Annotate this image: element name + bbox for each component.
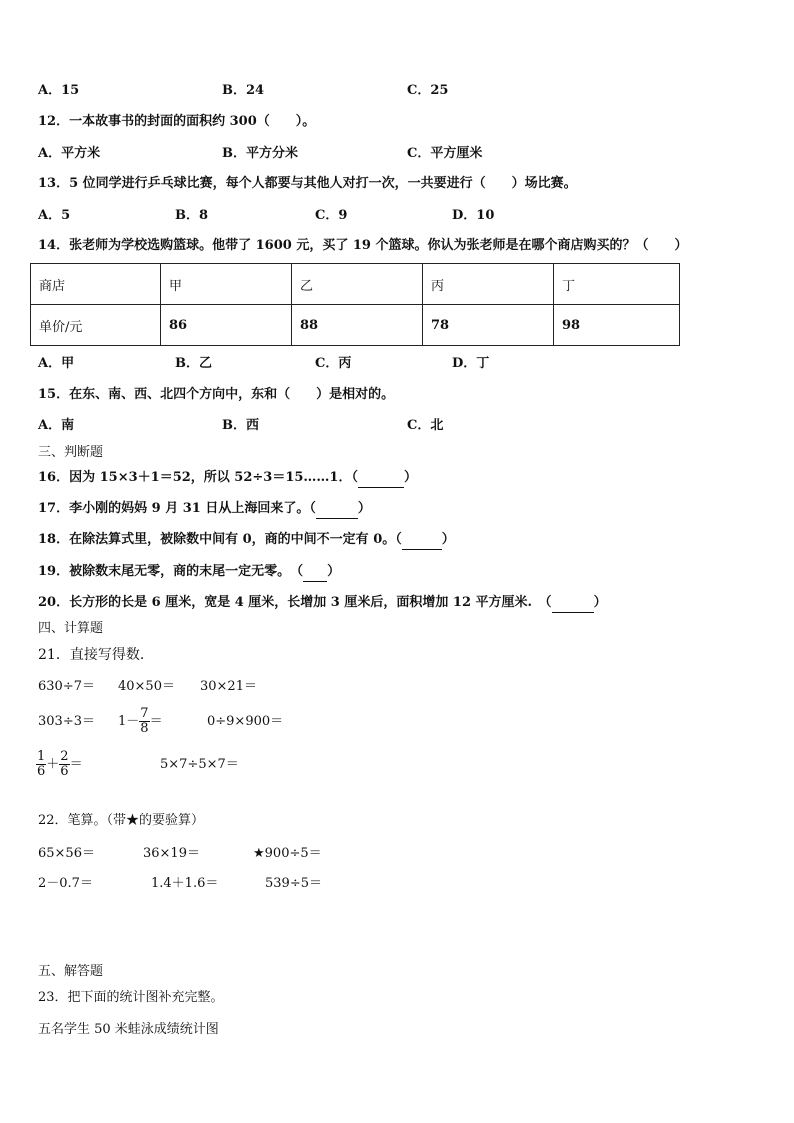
- q22-title: 22．笔算。（带★的要验算）: [38, 813, 205, 828]
- q13-stem: 13．5 位同学进行乒乓球比赛，每个人都要与其他人对打一次，一共要进行（ ）场比赛。: [38, 176, 577, 191]
- q14-option-a: A．甲: [38, 356, 75, 371]
- section-heading: 三、判断题: [38, 445, 104, 460]
- q15-stem: 15．在东、南、西、北四个方向中，东和（ ）是相对的。: [38, 387, 395, 402]
- calc-item: 36×19＝: [143, 846, 200, 861]
- answer-blank: [552, 594, 594, 613]
- close-paren: ）: [403, 470, 417, 485]
- section-heading: 五、解答题: [38, 964, 104, 979]
- fraction-denominator: 6: [60, 764, 69, 779]
- q14-stem: 14．张老师为学校选购篮球。他带了 1600 元，买了 19 个篮球。你认为张老师是在哪个商店购买的？（ ）: [38, 238, 688, 253]
- q16-text: 16．因为 15×3＋1＝52，所以 52÷3＝15……1．（: [38, 470, 358, 485]
- fraction: [139, 707, 149, 736]
- table-cell: 甲: [161, 264, 292, 305]
- close-paren: ）: [357, 501, 371, 516]
- calc-item: 1.4＋1.6＝: [151, 876, 219, 891]
- section-heading: 四、计算题: [38, 621, 104, 636]
- close-paren: ）: [441, 532, 455, 547]
- fraction: [59, 750, 69, 779]
- q11-option-b: B．24: [222, 83, 265, 98]
- answer-blank: [402, 531, 442, 550]
- q15-option-a: A．南: [38, 418, 75, 433]
- calc-prefix: 1－: [118, 714, 140, 729]
- q17-text: 17．李小刚的妈妈 9 月 31 日从上海回来了。（: [38, 501, 316, 516]
- q14-option-b: B．乙: [175, 356, 212, 371]
- plus-sign: ＋: [46, 757, 60, 772]
- q18: [38, 531, 455, 550]
- q13-option-c: C．9: [315, 208, 348, 223]
- q12-option-b: B．平方分米: [222, 146, 298, 161]
- fraction: [36, 750, 46, 779]
- q23-stem: 23．把下面的统计图补充完整。: [38, 990, 224, 1005]
- q13-option-b: B．8: [175, 208, 209, 223]
- q19: [38, 563, 340, 582]
- q11-option-c: C．25: [407, 83, 449, 98]
- table-cell: 88: [292, 305, 423, 346]
- calc-item: ★900÷5＝: [253, 846, 322, 861]
- answer-blank: [316, 500, 358, 519]
- calc-item-fraction-sum: [36, 745, 83, 785]
- answer-blank: [303, 563, 327, 582]
- q18-text: 18．在除法算式里，被除数中间有 0，商的中间不一定有 0。（: [38, 532, 402, 547]
- table-row: [31, 264, 680, 305]
- table-cell: 98: [554, 305, 680, 346]
- price-table: [30, 263, 680, 346]
- calc-item: 2－0.7＝: [38, 876, 93, 891]
- calc-item: 5×7÷5×7＝: [160, 757, 239, 772]
- fraction-numerator: 2: [60, 749, 69, 764]
- q13-option-d: D．10: [452, 208, 495, 223]
- close-paren: ）: [327, 564, 341, 579]
- table-row: [31, 305, 680, 346]
- q21-title: 21．直接写得数.: [38, 647, 145, 663]
- table-cell: 78: [423, 305, 554, 346]
- calc-item: 303÷3＝: [38, 714, 95, 729]
- table-cell: 单价/元: [31, 305, 161, 346]
- fraction-denominator: 6: [37, 764, 46, 779]
- table-cell: 丁: [554, 264, 680, 305]
- q12-option-c: C．平方厘米: [407, 146, 483, 161]
- fraction-numerator: 7: [140, 706, 149, 721]
- calc-item: 539÷5＝: [265, 876, 322, 891]
- q15-option-c: C．北: [407, 418, 444, 433]
- q19-text: 19．被除数末尾无零，商的末尾一定无零。 （: [38, 564, 304, 579]
- chart-title: 五名学生 50 米蛙泳成绩统计图: [38, 1022, 219, 1037]
- q12-stem: 12．一本故事书的封面的面积约 300（ ）。: [38, 114, 316, 129]
- q20-text: 20．长方形的长是 6 厘米，宽是 4 厘米，长增加 3 厘米后，面积增加 12 平方厘米. （: [38, 595, 552, 610]
- calc-suffix: ＝: [149, 714, 163, 729]
- calc-item: 30×21＝: [200, 679, 257, 694]
- calc-item: 630÷7＝: [38, 679, 95, 694]
- fraction-denominator: 8: [140, 721, 149, 736]
- calc-item: 40×50＝: [118, 679, 175, 694]
- q14-option-c: C．丙: [315, 356, 352, 371]
- q20: [38, 594, 607, 613]
- q15-option-b: B．西: [222, 418, 259, 433]
- q12-option-a: A．平方米: [38, 146, 101, 161]
- q11-option-a: A．15: [38, 83, 80, 98]
- close-paren: ）: [593, 595, 607, 610]
- table-cell: 86: [161, 305, 292, 346]
- fraction-numerator: 1: [37, 749, 46, 764]
- table-cell: 乙: [292, 264, 423, 305]
- calc-item: 65×56＝: [38, 846, 95, 861]
- q14-option-d: D．丁: [452, 356, 490, 371]
- calc-item: 0÷9×900＝: [207, 714, 284, 729]
- answer-blank: [358, 469, 404, 488]
- calc-item-fraction: [118, 702, 163, 742]
- calc-suffix: ＝: [69, 757, 83, 772]
- q13-option-a: A．5: [38, 208, 71, 223]
- q16: [38, 469, 417, 488]
- table-cell: 商店: [31, 264, 161, 305]
- q17: [38, 500, 371, 519]
- table-cell: 丙: [423, 264, 554, 305]
